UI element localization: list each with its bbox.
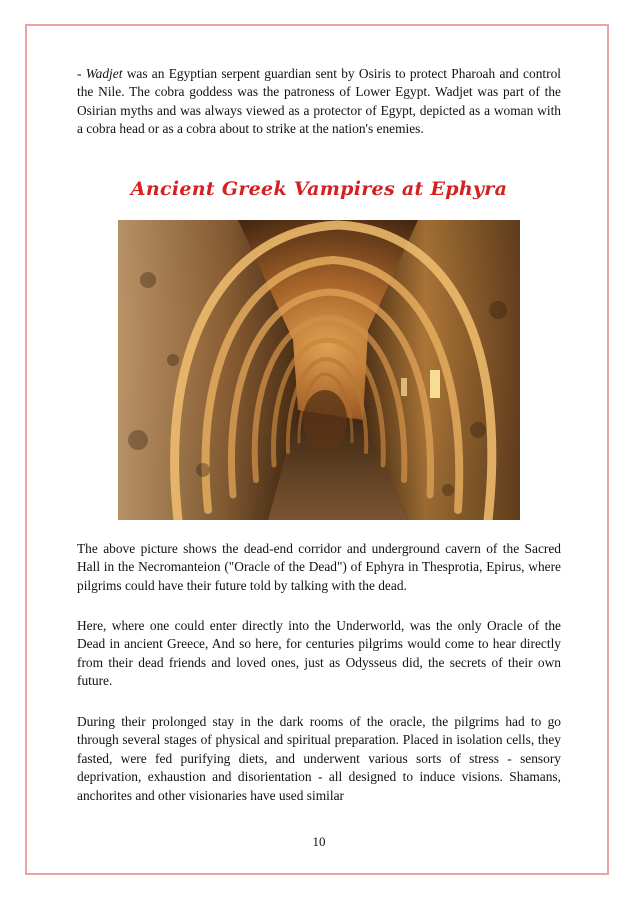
picture-caption-paragraph: The above picture shows the dead-end corridor and underground cavern of the Sacred Hall in the Necromanteion ("Oracle of the Dead") of Ephyra in Thesprotia, Epirus, where pilgrims could have their future told by talking with the dead. xyxy=(77,541,561,593)
wadjet-text: was an Egyptian serpent guardian sent by Osiris to protect Pharoah and control the Nile. The cobra goddess was the patroness of Lower Egypt. Wadjet was part of the Osirian myths and was always viewed as a protector of Egypt, depicted as a woman with a cobra head or as a cobra about to strike at the nation's enemies. xyxy=(77,66,561,137)
wadjet-prefix: - xyxy=(77,66,86,81)
underworld-paragraph: Here, where one could enter directly into the Underworld, was the only Oracle of the Dead in ancient Greece, And so here, for centuries pilgrims would come to hear directly from their dead friends and loved ones, just as Odysseus did, the secrets of their own future. xyxy=(77,618,561,689)
pilgrims-paragraph: During their prolonged stay in the dark rooms of the oracle, the pilgrims had to go through several stages of physical and spiritual preparation. Placed in isolation cells, they fasted, were fed purifying diets, and underwent various sorts of stress - sensory deprivation, exhaustion and disorientation - all designed to induce visions. Shamans, anchorites and other visionaries have used similar xyxy=(77,714,561,803)
wadjet-name: Wadjet xyxy=(85,66,123,81)
section-heading: Ancient Greek Vampires at Ephyra xyxy=(130,178,508,200)
corridor-photo xyxy=(118,220,520,520)
wadjet-paragraph xyxy=(77,65,561,139)
page-number: 10 xyxy=(312,834,326,849)
